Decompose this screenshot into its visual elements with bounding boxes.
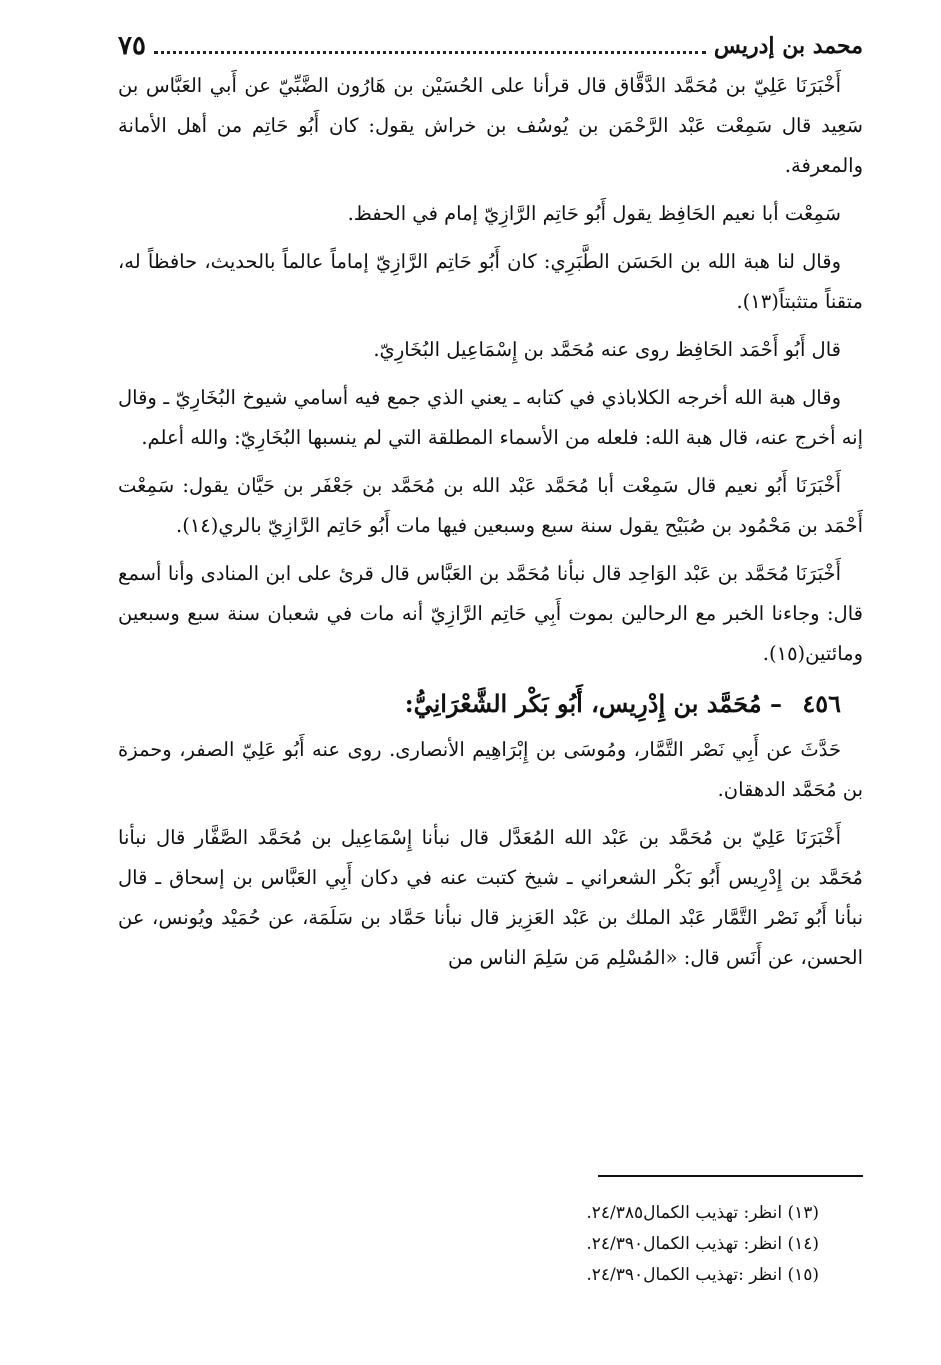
paragraph: سَمِعْت أبا نعيم الحَافِظ يقول أَبُو حَاتِم الرَّازِيّ إمام في الحفظ. — [347, 202, 841, 225]
footnotes — [118, 1198, 863, 1291]
header-dotted-leader — [154, 51, 706, 54]
running-header — [118, 26, 863, 66]
footnote: (١٤) انظر: تهذيب الكمال٢٤/٣٩٠. — [586, 1234, 819, 1254]
entry-title: مُحَمَّد بن إِدْرِيس، أَبُو بَكْر الشَّعْرَانِيُّ: — [404, 689, 762, 718]
entry-dash: – — [769, 689, 782, 718]
paragraph: وقال هبة الله أخرجه الكلاباذي في كتابه ـ يعني الذي جمع فيه أسامي شيوخ البُخَارِيّ ـ وقال إنه أخرج عنه، قال هبة الله: فلعله من الأسماء المطلقة التي لم ينسبها البُخَارِيّ: والله أعلم. — [118, 386, 863, 449]
paragraph: حَدَّثَ عن أَبِي نَصْر التَّمَّار، ومُوسَى بن إِبْرَاهِيم الأنصارى. روى عنه أَبُو عَلِيّ الصفر، وحمزة بن مُحَمَّد الدهقان. — [118, 738, 863, 801]
paragraph: أَخْبَرَنَا عَلِيّ بن مُحَمَّد الدَّقَّاق قال قرأنا على الحُسَيْن بن هَارُون الضَّبِّيّ عن أَبي العَبَّاس بن سَعِيد قال سَمِعْت عَبْد الرَّحْمَن بن يُوسُف بن خراش يقول: كان أَبُو حَاتِم من أهل الأمانة والمعرفة. — [118, 74, 863, 177]
paragraph: أَخْبَرَنَا أَبُو نعيم قال سَمِعْت أبا مُحَمَّد عَبْد الله بن مُحَمَّد بن جَعْفَر بن حَيَّان يقول: سَمِعْت أَحْمَد بن مَحْمُود بن صُبَيْح يقول سنة سبع وسبعين فيها مات أَبُو حَاتِم الرَّازِيّ بالري(١٤). — [118, 474, 863, 537]
page-number: ٧٥ — [118, 31, 146, 61]
paragraph: أَخْبَرَنَا مُحَمَّد بن عَبْد الوَاحِد قال نبأنا مُحَمَّد بن العَبَّاس قال قرئ على ابن المنادى وأنا أسمع قال: وجاءنا الخبر مع الرحالين بموت أَبِي حَاتِم الرَّازِيّ أنه مات في شعبان سنة سبع وسبعين ومائتين(١٥). — [118, 562, 863, 665]
footnote: (١٣) انظر: تهذيب الكمال٢٤/٣٨٥. — [586, 1203, 819, 1223]
header-title: محمد بن إدريس — [713, 33, 863, 59]
paragraph: وقال لنا هبة الله بن الحَسَن الطَّبَرِي: كان أَبُو حَاتِم الرَّازِيّ إماماً عالماً بالحديث، حافظاً له، متقناً متثبتاً(١٣). — [118, 250, 863, 313]
paragraph: قال أَبُو أَحْمَد الحَافِظ روى عنه مُحَمَّد بن إِسْمَاعِيل البُخَارِيّ. — [373, 338, 841, 361]
entry-number: ٤٥٦ — [802, 689, 841, 718]
paragraph: أَخْبَرَنَا عَلِيّ بن مُحَمَّد بن عَبْد الله المُعَدَّل قال نبأنا إِسْمَاعِيل بن مُحَمَّد الصَّفَّار قال نبأنا مُحَمَّد بن إِدْرِيس أَبُو بَكْر الشعراني ـ شيخ كتبت عنه في دكان أَبِي العَبَّاس بن إسحاق ـ قال نبأنا أَبُو نَصْر التَّمَّار عَبْد الملك بن عَبْد العَزِيز قال نبأنا حَمَّاد بن سَلَمَة، عن حُمَيْد ويُونس، عن الحسن، عن أَنَس قال: «المُسْلِم مَن سَلِمَ الناس من — [118, 826, 863, 969]
footnote: (١٥) انظر :تهذيب الكمال٢٤/٣٩٠. — [586, 1265, 819, 1285]
page-body — [118, 66, 863, 986]
footnote-rule — [598, 1175, 863, 1177]
entry-heading — [118, 682, 863, 726]
